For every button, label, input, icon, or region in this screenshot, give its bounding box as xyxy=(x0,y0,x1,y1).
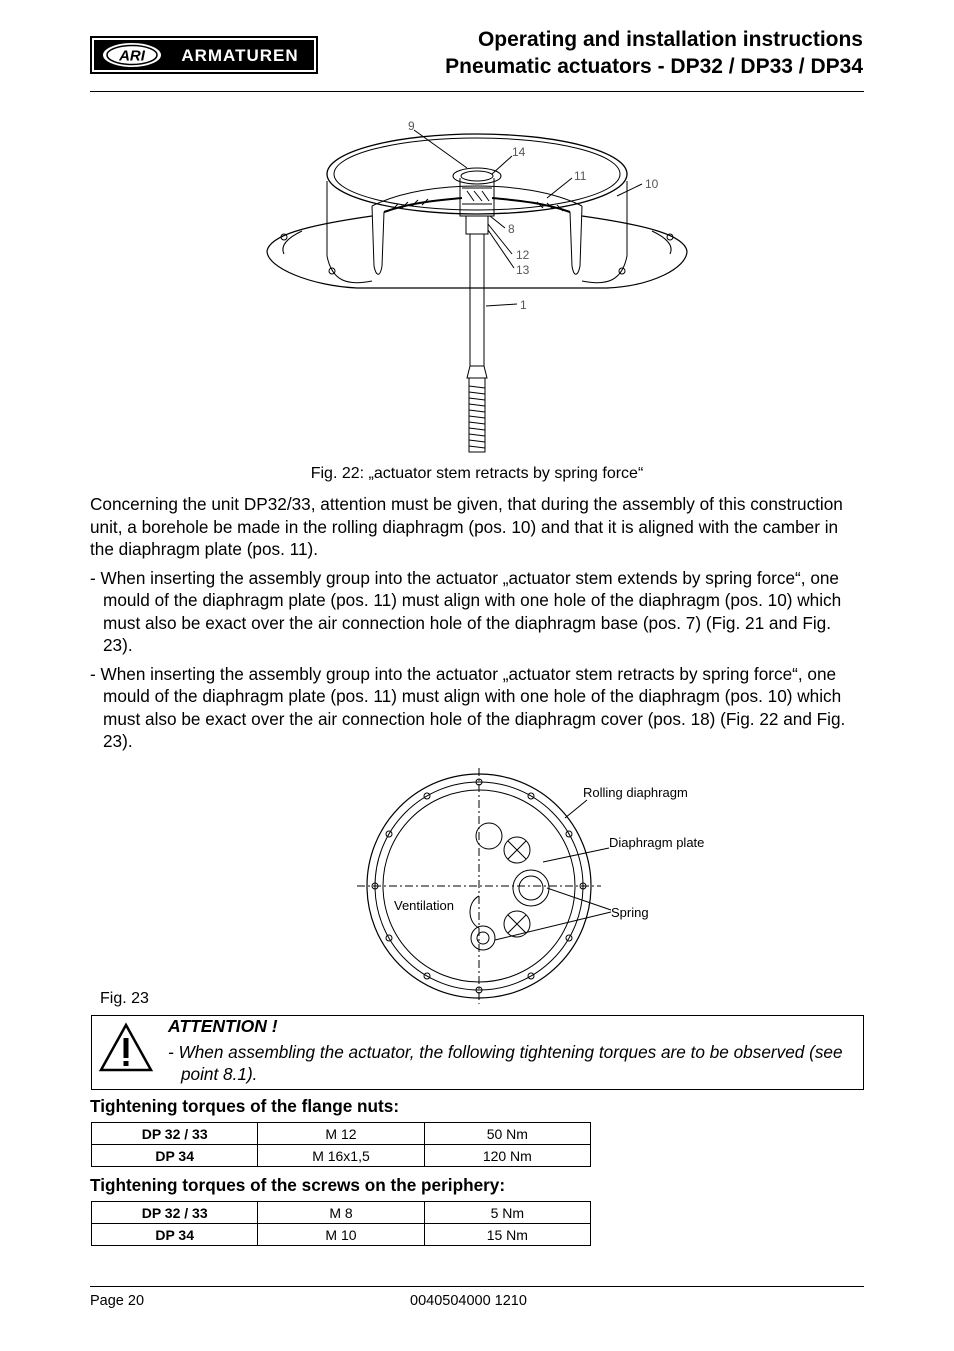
fig23-label-ventilation: Ventilation xyxy=(394,898,454,913)
table-cell: DP 34 xyxy=(92,1145,258,1167)
fig23-caption: Fig. 23 xyxy=(100,990,149,1007)
document-number: 0040504000 1210 xyxy=(410,1293,527,1309)
fig23-label-spring: Spring xyxy=(611,905,649,920)
fig23-label-diaphragm-plate: Diaphragm plate xyxy=(609,835,705,850)
fig22-callout-12: 12 xyxy=(516,248,530,262)
fig22-callout-11: 11 xyxy=(574,169,587,183)
attention-text: - When assembling the actuator, the following tightening torques are to be observed (see point 8.1). xyxy=(168,1042,843,1084)
fig22-callout-13: 13 xyxy=(516,263,530,277)
header-divider xyxy=(90,91,864,92)
logo-ari-text: ARI xyxy=(119,47,145,65)
body-text xyxy=(90,493,864,759)
table-cell: 120 Nm xyxy=(424,1145,590,1167)
table-cell: DP 34 xyxy=(92,1224,258,1246)
fig22-callout-8: 8 xyxy=(508,222,515,236)
table-row xyxy=(92,1224,591,1246)
table-cell: M 10 xyxy=(258,1224,424,1246)
bullet-extends: - When inserting the assembly group into the actuator „actuator stem extends by spring force“, one mould of the diaphragm plate (pos. 11) must align with one hole of the diaphragm (pos. 10) which must also be exact over the air connection hole of the diaphragm base (pos. 7) (Fig. 21 and Fig. 23). xyxy=(90,567,842,655)
table-row xyxy=(92,1145,591,1167)
table-cell: DP 32 / 33 xyxy=(92,1123,258,1145)
table-cell: DP 32 / 33 xyxy=(92,1202,258,1224)
page-title xyxy=(445,26,863,80)
fig22-callout-14: 14 xyxy=(512,145,526,159)
table-row xyxy=(92,1123,591,1145)
table-cell: 50 Nm xyxy=(424,1123,590,1145)
table-cell: M 16x1,5 xyxy=(258,1145,424,1167)
footer-divider xyxy=(90,1286,864,1287)
table-cell: M 8 xyxy=(258,1202,424,1224)
attention-heading: ATTENTION ! xyxy=(168,1016,278,1036)
attention-box xyxy=(91,1015,864,1090)
fig22-actuator-drawing xyxy=(262,116,692,462)
screw-table-heading: Tightening torques of the screws on the periphery: xyxy=(90,1175,506,1195)
logo-brand-text: ARMATUREN xyxy=(181,46,299,65)
fig22-callout-1: 1 xyxy=(520,298,527,312)
fig23-label-rolling-diaphragm: Rolling diaphragm xyxy=(583,785,688,800)
screw-torque-table xyxy=(91,1201,591,1246)
table-cell: M 12 xyxy=(258,1123,424,1145)
table-cell: 5 Nm xyxy=(424,1202,590,1224)
fig22-callout-9: 9 xyxy=(408,119,415,133)
fig22-callout-10: 10 xyxy=(645,177,659,191)
title-line-1: Operating and installation instructions xyxy=(477,28,863,51)
flange-torque-table xyxy=(91,1122,591,1167)
page-number: Page 20 xyxy=(90,1293,145,1309)
table-cell: 15 Nm xyxy=(424,1224,590,1246)
warning-triangle-icon xyxy=(98,1022,154,1074)
table-row xyxy=(92,1202,591,1224)
assembly-paragraph: Concerning the unit DP32/33, attention must be given, that during the assembly of this construction unit, a borehole be made in the rolling diaphragm (pos. 10) and that it is aligned with the camber in the diaphragm plate (pos. 11). xyxy=(90,494,843,559)
bullet-retracts: - When inserting the assembly group into the actuator „actuator stem retracts by spring force“, one mould of the diaphragm plate (pos. 11) must align with one hole of the diaphragm (pos. 10) which must also be exact over the air connection hole of the diaphragm cover (pos. 18) (Fig. 22 and Fig. 23). xyxy=(90,663,846,751)
fig23-diaphragm-top-view xyxy=(355,762,715,1008)
flange-table-heading: Tightening torques of the flange nuts: xyxy=(90,1096,400,1116)
title-line-2: Pneumatic actuators - DP32 / DP33 / DP34 xyxy=(445,55,863,78)
fig22-caption: Fig. 22: „actuator stem retracts by spring force“ xyxy=(310,465,644,482)
ari-armaturen-logo xyxy=(90,36,318,74)
